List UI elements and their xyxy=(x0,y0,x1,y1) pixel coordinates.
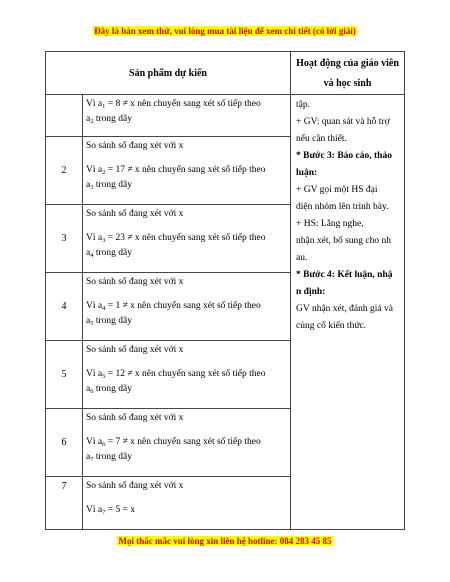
header-products: Sản phẩm dự kiến xyxy=(46,52,291,95)
activity-line: củng cố kiến thức. xyxy=(296,321,367,331)
row-number: 5 xyxy=(46,341,83,409)
step-because-line: Vì $a_2 = 17 \ne x$ nên chuyển sang xét số tiếp theo xyxy=(86,165,266,176)
step-content xyxy=(83,341,291,409)
step-because-line: Vì $a_1 = 8 \ne x$ nên chuyển sang xét số tiếp theo xyxy=(86,99,261,110)
row-number: 3 xyxy=(46,205,83,273)
step-next-line: $a_7$ trong dãy xyxy=(86,452,132,463)
row-number: 4 xyxy=(46,273,83,341)
step-compare-line: So sánh số đang xét với x xyxy=(86,413,184,423)
step-because-line: Vì $a_5 = 12 \ne x$ nên chuyển sang xét số tiếp theo xyxy=(86,369,266,380)
step-compare-line: So sánh số đang xét với x xyxy=(86,209,184,219)
step-compare-line: So sánh số đang xét với x xyxy=(86,345,184,355)
row-number: 6 xyxy=(46,409,83,477)
step-next-line: $a_4$ trong dãy xyxy=(86,248,132,259)
header-activities-line1: Hoạt động của giáo viên xyxy=(296,58,399,69)
activity-line: * Bước 3: Báo cáo, thảo xyxy=(296,151,392,161)
activity-column xyxy=(291,95,405,530)
activity-line: n định: xyxy=(296,287,326,297)
preview-banner-text: Đây là bản xem thử, vui lòng mua tài liệu để xem chi tiết (có lời giải) xyxy=(94,26,356,36)
activity-line: + GV: quan sát và hỗ trợ xyxy=(296,117,390,127)
header-activities xyxy=(291,52,405,95)
activity-line: tập. xyxy=(296,100,310,110)
activity-line: au. xyxy=(296,253,308,263)
step-because-line: Vì $a_3 = 23 \ne x$ nên chuyển sang xét số tiếp theo xyxy=(86,233,266,244)
row-number: 2 xyxy=(46,137,83,205)
row-number xyxy=(46,95,83,137)
activity-line: GV nhận xét, đánh giá và xyxy=(296,304,393,314)
step-compare-line: So sánh số đang xét với x xyxy=(86,277,184,287)
lesson-table xyxy=(45,51,405,530)
activity-line: nếu cần thiết. xyxy=(296,134,347,144)
step-content xyxy=(83,137,291,205)
activity-line: nhận xét, bổ sung cho nh xyxy=(296,236,392,246)
activity-line: + GV gọi một HS đại xyxy=(296,185,378,195)
header-activities-line2: và học sinh xyxy=(323,78,372,89)
step-because-line: Vì $a_4 = 1 \ne x$ nên chuyển sang xét số tiếp theo xyxy=(86,301,261,312)
step-because-line: Vì $a_6 = 7 \ne x$ nên chuyển sang xét số tiếp theo xyxy=(86,437,261,448)
step-next-line: $a_5$ trong dãy xyxy=(86,316,132,327)
step-content xyxy=(83,477,291,530)
step-compare-line: So sánh số đang xét với x xyxy=(86,141,184,151)
row-number: 7 xyxy=(46,477,83,530)
step-next-line: $a_2$ trong dãy xyxy=(86,114,132,125)
step-result-line: Vì $a_7 = 5 = x$ xyxy=(86,505,136,516)
activity-line: + HS: Lắng nghe, xyxy=(296,219,364,229)
hotline-banner-text: Mọi thắc mắc vui lòng xin liên hệ hotline: 084 283 45 85 xyxy=(118,536,332,546)
step-content xyxy=(83,273,291,341)
step-next-line: $a_6$ trong dãy xyxy=(86,384,132,395)
step-content xyxy=(83,95,291,137)
activity-line: diện nhóm lên trình bày. xyxy=(296,202,389,212)
activity-line: * Bước 4: Kết luận, nhậ xyxy=(296,270,393,280)
step-content xyxy=(83,409,291,477)
step-next-line: $a_3$ trong dãy xyxy=(86,180,132,191)
step-content xyxy=(83,205,291,273)
step-compare-line: So sánh số đang xét với x xyxy=(86,481,184,491)
activity-line: luận: xyxy=(296,168,318,178)
hotline-banner xyxy=(0,535,450,548)
preview-banner xyxy=(0,25,450,38)
